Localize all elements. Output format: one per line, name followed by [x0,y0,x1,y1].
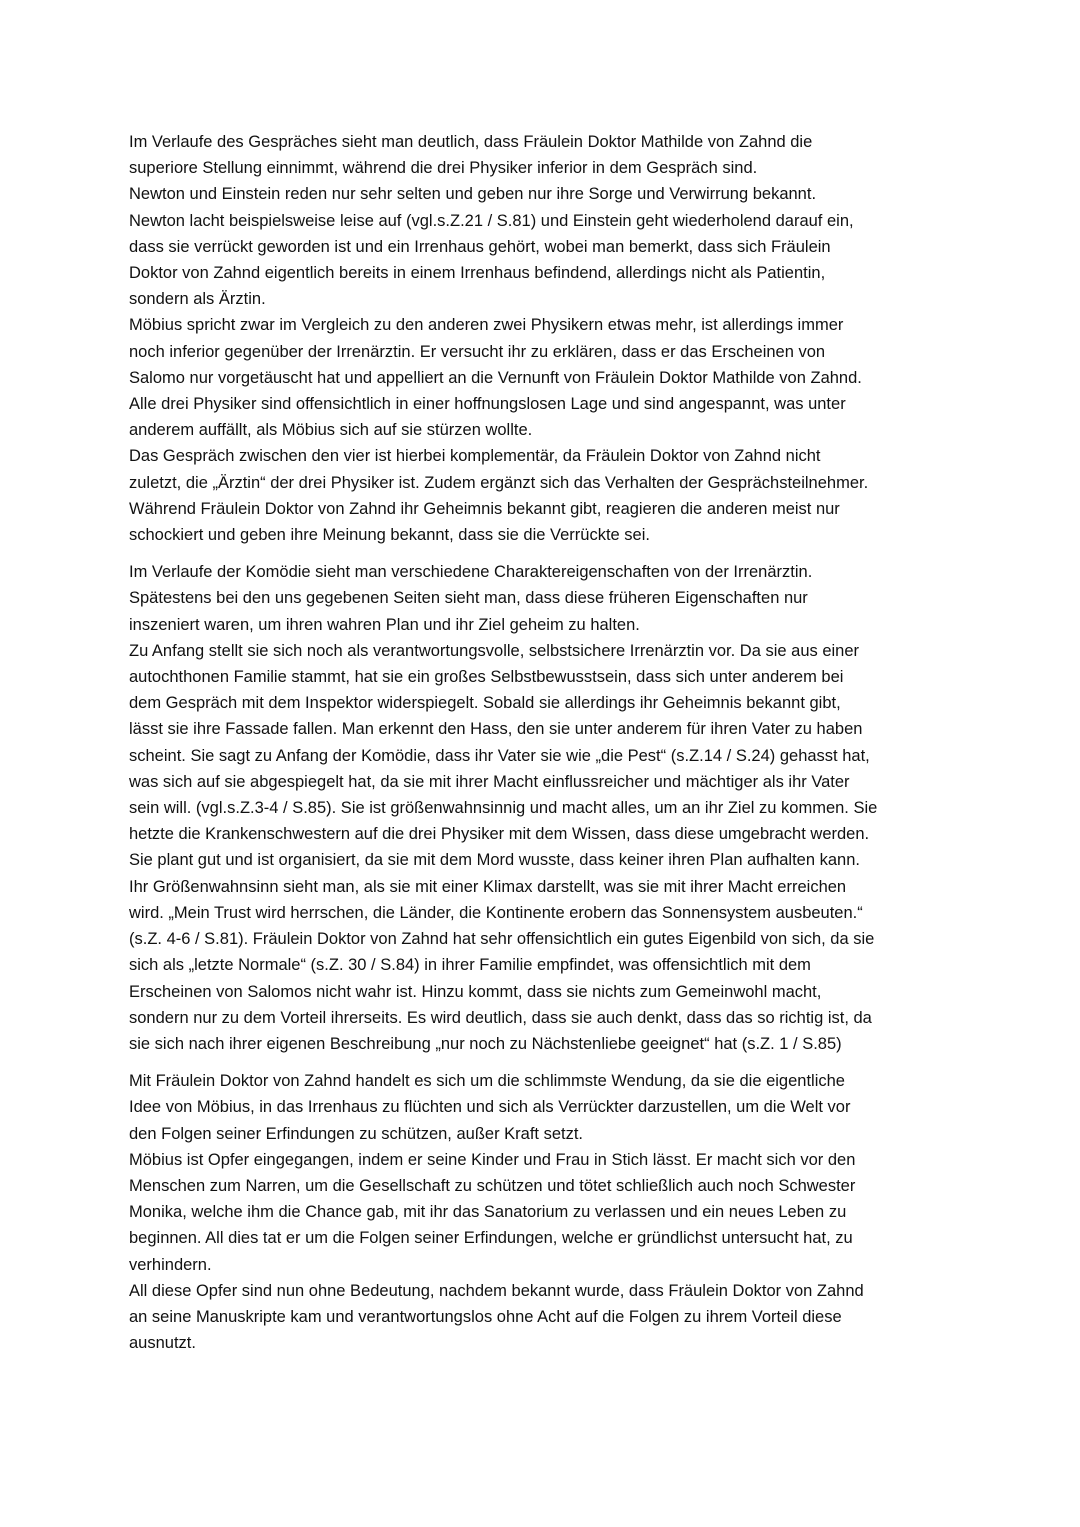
text-line: sich als „letzte Normale“ (s.Z. 30 / S.84) in ihrer Familie empfindet, was offensichtlich mit dem [129,956,811,975]
text-line: Während Fräulein Doktor von Zahnd ihr Geheimnis bekannt gibt, reagieren die anderen meist nur [129,499,840,518]
paragraph-block-3 [129,1068,959,1356]
text-line: anderem auffällt, als Möbius sich auf sie stürzen wollte. [129,421,533,440]
text-line: an seine Manuskripte kam und verantwortungslos ohne Acht auf die Folgen zu ihrem Vorteil diese [129,1307,842,1326]
text-line: wird. „Mein Trust wird herrschen, die Länder, die Kontinente erobern das Sonnensystem ausbeuten.“ [129,903,863,922]
text-line: Zu Anfang stellt sie sich noch als verantwortungsvolle, selbstsichere Irrenärztin vor. Da sie aus einer [129,641,860,660]
text-line: zuletzt, die „Ärztin“ der drei Physiker ist. Zudem ergänzt sich das Verhalten der Gesprächsteilnehmer. [129,473,869,492]
paragraph-block-1 [129,129,959,548]
text-line: sondern nur zu dem Vorteil ihrerseits. Es wird deutlich, dass sie auch denkt, dass das so richtig ist, da [129,1008,872,1027]
text-line: Möbius ist Opfer eingegangen, indem er seine Kinder und Frau in Stich lässt. Er macht sich vor den [129,1150,856,1169]
text-line: Das Gespräch zwischen den vier ist hierbei komplementär, da Fräulein Doktor von Zahnd nicht [129,447,821,466]
text-line: was sich auf sie abgespiegelt hat, da sie mit ihrer Macht einflussreicher und mächtiger als ihr Vater [129,772,850,791]
text-line: Menschen zum Narren, um die Gesellschaft zu schützen und tötet schließlich auch noch Schwester [129,1176,856,1195]
text-line: autochthonen Familie stammt, hat sie ein großes Selbstbewusstsein, dass sich unter anderem bei [129,668,844,687]
paragraph-block-2 [129,559,959,1057]
text-line: Mit Fräulein Doktor von Zahnd handelt es sich um die schlimmste Wendung, da sie die eigentliche [129,1072,845,1091]
text-line: Alle drei Physiker sind offensichtlich in einer hoffnungslosen Lage und sind angespannt, was unter [129,395,846,414]
text-line: Monika, welche ihm die Chance gab, mit ihr das Sanatorium zu verlassen und ein neues Leben zu [129,1203,847,1222]
text-line: sie sich nach ihrer eigenen Beschreibung „nur noch zu Nächstenliebe geeignet“ hat (s.Z. 1 / S.85) [129,1034,842,1053]
essay-text [129,129,959,1367]
text-line: hetzte die Krankenschwestern auf die drei Physiker mit dem Wissen, dass diese umgebracht werden. [129,825,870,844]
text-line: Ihr Größenwahnsinn sieht man, als sie mit einer Klimax darstellt, was sie mit ihrer Macht erreichen [129,877,847,896]
text-line: inszeniert waren, um ihren wahren Plan und ihr Ziel geheim zu halten. [129,615,640,634]
text-line: Spätestens bei den uns gegebenen Seiten sieht man, dass diese früheren Eigenschaften nur [129,589,808,608]
text-line: Doktor von Zahnd eigentlich bereits in einem Irrenhaus befindend, allerdings nicht als Patientin, [129,264,826,283]
text-line: (s.Z. 4-6 / S.81). Fräulein Doktor von Zahnd hat sehr offensichtlich ein gutes Eigenbild von sich, da sie [129,930,875,949]
text-line: Idee von Möbius, in das Irrenhaus zu flüchten und sich als Verrückter darzustellen, um die Welt vor [129,1098,851,1117]
text-line: beginnen. All dies tat er um die Folgen seiner Erfindungen, welche er gründlichst untersucht hat, zu [129,1229,853,1248]
text-line: dass sie verrückt geworden ist und ein Irrenhaus gehört, wobei man bemerkt, dass sich Fräulein [129,237,831,256]
text-line: sondern als Ärztin. [129,290,266,309]
text-line: Newton und Einstein reden nur sehr selten und geben nur ihre Sorge und Verwirrung bekannt. [129,185,817,204]
text-line: sein will. (vgl.s.Z.3-4 / S.85). Sie ist größenwahnsinnig und macht alles, um an ihr Ziel zu kommen. Sie [129,799,878,818]
text-line: Erscheinen von Salomos nicht wahr ist. Hinzu kommt, dass sie nichts zum Gemeinwohl macht, [129,982,822,1001]
text-line: den Folgen seiner Erfindungen zu schützen, außer Kraft setzt. [129,1124,584,1143]
text-line: dem Gespräch mit dem Inspektor widerspiegelt. Sobald sie allerdings ihr Geheimnis bekannt gibt, [129,694,841,713]
text-line: Salomo nur vorgetäuscht hat und appelliert an die Vernunft von Fräulein Doktor Mathilde von Zahnd. [129,368,862,387]
text-line: Möbius spricht zwar im Vergleich zu den anderen zwei Physikern etwas mehr, ist allerdings immer [129,316,844,335]
text-line: Newton lacht beispielsweise leise auf (vgl.s.Z.21 / S.81) und Einstein geht wiederholend darauf ein, [129,211,854,230]
text-line: Im Verlaufe des Gespräches sieht man deutlich, dass Fräulein Doktor Mathilde von Zahnd die [129,133,813,151]
text-line: verhindern. [129,1255,212,1274]
text-line: noch inferior gegenüber der Irrenärztin. Er versucht ihr zu erklären, dass er das Erscheinen von [129,342,826,361]
text-line: ausnutzt. [129,1334,196,1353]
text-line: scheint. Sie sagt zu Anfang der Komödie, dass ihr Vater sie wie „die Pest“ (s.Z.14 / S.24) gehasst hat, [129,746,870,765]
text-line: superiore Stellung einnimmt, während die drei Physiker inferior in dem Gespräch sind. [129,159,758,178]
text-line: Im Verlaufe der Komödie sieht man verschiedene Charaktereigenschaften von der Irrenärztin. [129,563,813,582]
text-line: lässt sie ihre Fassade fallen. Man erkennt den Hass, den sie unter anderem für ihren Vater zu haben [129,720,863,739]
text-line: All diese Opfer sind nun ohne Bedeutung, nachdem bekannt wurde, dass Fräulein Doktor von Zahnd [129,1281,864,1300]
text-line: Sie plant gut und ist organisiert, da sie mit dem Mord wusste, dass keiner ihren Plan aufhalten kann. [129,851,860,870]
text-line: schockiert und geben ihre Meinung bekannt, dass sie die Verrückte sei. [129,526,650,545]
